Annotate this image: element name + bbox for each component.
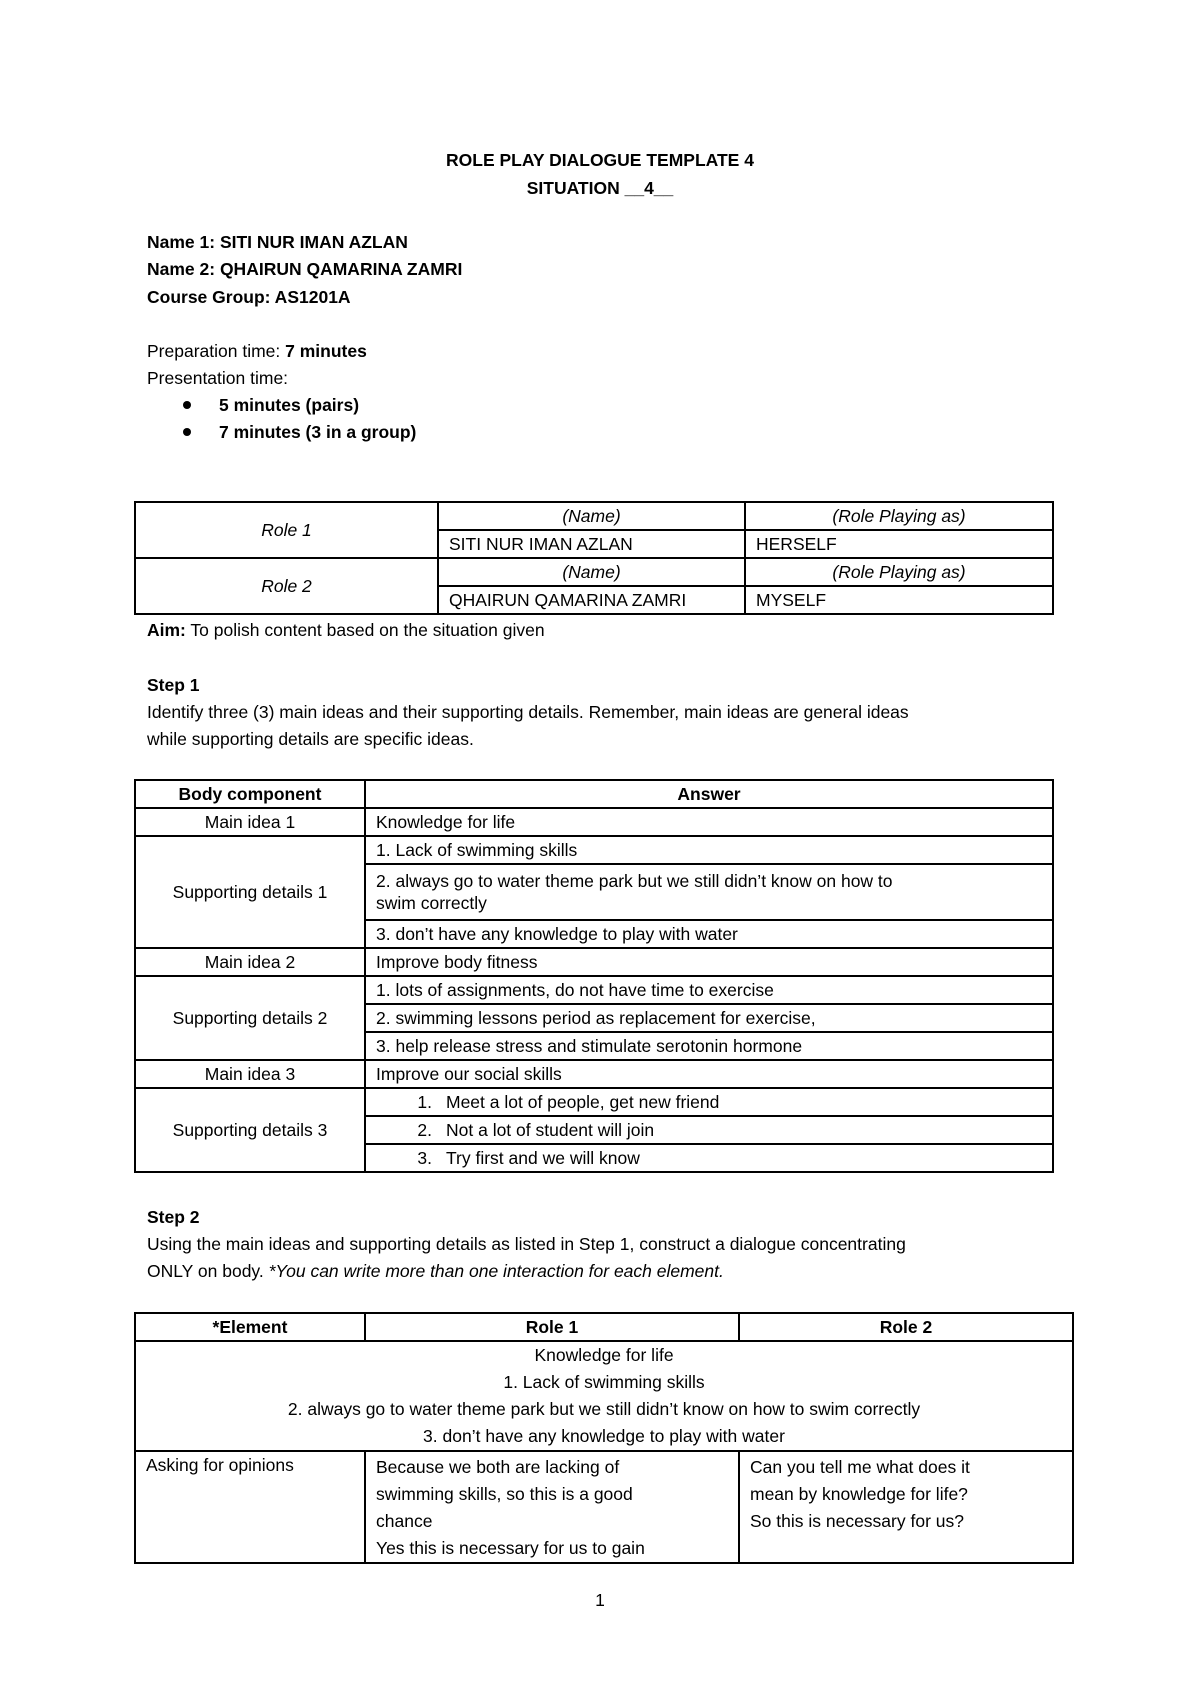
main-idea-2-label: Main idea 2 (135, 948, 365, 976)
supporting-detail (365, 864, 1053, 920)
step-1-heading: Step 1 (147, 675, 200, 695)
preparation-time-value: 7 minutes (285, 341, 367, 361)
situation-heading: SITUATION __4__ (526, 178, 674, 198)
role-1-header: Role 1 (365, 1313, 739, 1341)
aim (147, 620, 545, 641)
element-summary (135, 1341, 1073, 1451)
preparation-time-label: Preparation time: (147, 341, 286, 361)
supporting-detail: 2. swimming lessons period as replacement for exercise, (365, 1004, 1053, 1032)
step-2-instruction (147, 1261, 724, 1282)
dialogue-line: Because we both are lacking of (376, 1457, 620, 1477)
supporting-detail: 1. Lack of swimming skills (365, 836, 1053, 864)
supporting-detail-text: Not a lot of student will join (446, 1120, 655, 1140)
name-column-header: (Name) (438, 558, 745, 586)
list-number: 1. (417, 1092, 432, 1112)
bullet-icon (183, 401, 191, 409)
list-number: 3. (417, 1148, 432, 1168)
role-2-label: Role 2 (135, 558, 438, 614)
presentation-time-label: Presentation time: (147, 368, 289, 388)
role-2-header: Role 2 (739, 1313, 1073, 1341)
role-1-dialogue (365, 1451, 739, 1563)
supporting-detail (365, 1116, 1053, 1144)
role-2-name: QHAIRUN QAMARINA ZAMRI (438, 586, 745, 614)
main-idea-2: Improve body fitness (365, 948, 1053, 976)
main-idea-1-label: Main idea 1 (135, 808, 365, 836)
page-number: 1 (595, 1590, 605, 1610)
step-2-instruction-note: *You can write more than one interaction for each element. (268, 1261, 724, 1281)
name-1: Name 1: SITI NUR IMAN AZLAN (147, 232, 408, 252)
step-1-instruction: Identify three (3) main ideas and their supporting details. Remember, main ideas are general ideas (147, 702, 909, 722)
step-2-heading: Step 2 (147, 1207, 200, 1227)
role-1-label: Role 1 (135, 502, 438, 558)
dialogue-line: So this is necessary for us? (750, 1511, 964, 1531)
element-cell: Asking for opinions (135, 1451, 365, 1563)
body-component-table (134, 779, 1054, 1173)
dialogue-line: chance (376, 1511, 433, 1531)
bullet-item: 7 minutes (3 in a group) (219, 422, 417, 442)
supporting-detail-text: Try first and we will know (446, 1148, 640, 1168)
role-1-playing-as: HERSELF (745, 530, 1053, 558)
preparation-time (147, 341, 367, 362)
summary-line: Knowledge for life (534, 1345, 674, 1365)
main-idea-1: Knowledge for life (365, 808, 1053, 836)
bullet-item: 5 minutes (pairs) (219, 395, 360, 415)
step-2-instruction: Using the main ideas and supporting details as listed in Step 1, construct a dialogue concentrating (147, 1234, 906, 1254)
supporting-detail: 1. lots of assignments, do not have time to exercise (365, 976, 1053, 1004)
name-2: Name 2: QHAIRUN QAMARINA ZAMRI (147, 259, 463, 279)
supporting-detail-text: Meet a lot of people, get new friend (446, 1092, 720, 1112)
role-1-name: SITI NUR IMAN AZLAN (438, 530, 745, 558)
role-playing-column-header: (Role Playing as) (745, 558, 1053, 586)
supporting-detail: 3. don’t have any knowledge to play with water (365, 920, 1053, 948)
supporting-details-2-label: Supporting details 2 (135, 976, 365, 1060)
body-component-header: Body component (135, 780, 365, 808)
role-playing-column-header: (Role Playing as) (745, 502, 1053, 530)
summary-line: 1. Lack of swimming skills (503, 1372, 705, 1392)
element-header: *Element (135, 1313, 365, 1341)
list-number: 2. (417, 1120, 432, 1140)
summary-line: 3. don’t have any knowledge to play with water (423, 1426, 785, 1446)
role-2-playing-as: MYSELF (745, 586, 1053, 614)
summary-line: 2. always go to water theme park but we still didn’t know on how to swim correctly (287, 1399, 921, 1419)
dialogue-line: Yes this is necessary for us to gain (376, 1538, 645, 1558)
dialogue-line: swimming skills, so this is a good (376, 1484, 633, 1504)
answer-header: Answer (365, 780, 1053, 808)
supporting-details-1-label: Supporting details 1 (135, 836, 365, 948)
role-2-dialogue (739, 1451, 1073, 1563)
dialogue-table (134, 1312, 1074, 1564)
main-idea-3-label: Main idea 3 (135, 1060, 365, 1088)
aim-text: To polish content based on the situation given (185, 620, 545, 640)
step-2-instruction-text: ONLY on body. (147, 1261, 269, 1281)
main-idea-3: Improve our social skills (365, 1060, 1053, 1088)
supporting-details-3-label: Supporting details 3 (135, 1088, 365, 1172)
supporting-detail (365, 1144, 1053, 1172)
supporting-detail: 3. help release stress and stimulate serotonin hormone (365, 1032, 1053, 1060)
supporting-detail-line: 2. always go to water theme park but we still didn’t know on how to (376, 871, 893, 891)
step-1-instruction: while supporting details are specific ideas. (147, 729, 474, 749)
roles-table (134, 501, 1054, 615)
supporting-detail-line: swim correctly (376, 893, 487, 913)
name-column-header: (Name) (438, 502, 745, 530)
course-group: Course Group: AS1201A (147, 287, 351, 307)
bullet-icon (183, 428, 191, 436)
supporting-detail (365, 1088, 1053, 1116)
dialogue-line: Can you tell me what does it (750, 1457, 970, 1477)
dialogue-line: mean by knowledge for life? (750, 1484, 968, 1504)
aim-label: Aim: (147, 620, 186, 640)
document-title: ROLE PLAY DIALOGUE TEMPLATE 4 (446, 150, 754, 170)
